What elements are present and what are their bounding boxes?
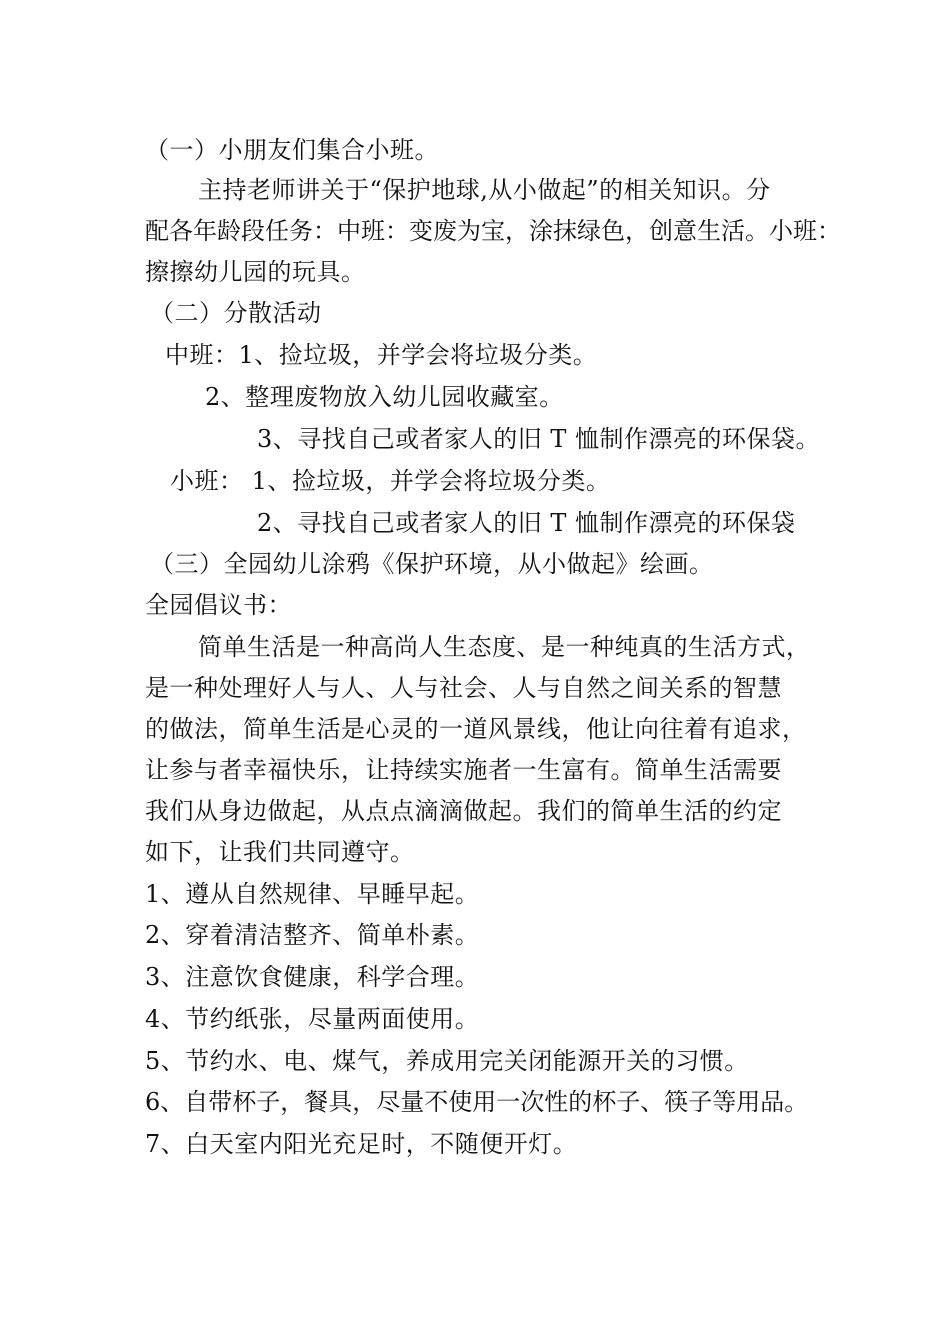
proposal-line1: 简单生活是一种高尚人生态度、是一种纯真的生活方式， bbox=[198, 633, 811, 661]
rule-item-7: 7、白天室内阳光充足时，不随便开灯。 bbox=[145, 1130, 578, 1158]
section1-paragraph-line3: 擦擦幼儿园的玩具。 bbox=[145, 258, 366, 286]
rule-item-4: 4、节约纸张，尽量两面使用。 bbox=[145, 1005, 480, 1033]
section3-heading: （三）全园幼儿涂鸦《保护环境，从小做起》绘画。 bbox=[150, 550, 714, 578]
section1-paragraph-line1: 主持老师讲关于“保护地球,从小做起”的相关知识。分 bbox=[198, 176, 771, 204]
proposal-heading: 全园倡议书： bbox=[145, 591, 292, 619]
proposal-line6: 如下，让我们共同遵守。 bbox=[145, 838, 415, 866]
small-class-item2: 2、寻找自己或者家人的旧 T 恤制作漂亮的环保袋 bbox=[257, 509, 796, 537]
section1-paragraph-line2: 配各年龄段任务：中班：变废为宝，涂抹绿色，创意生活。小班： bbox=[145, 217, 841, 245]
small-class-item1: 小班： 1、捡垃圾，并学会将垃圾分类。 bbox=[170, 467, 611, 495]
rule-item-3: 3、注意饮食健康，科学合理。 bbox=[145, 963, 480, 991]
proposal-line2: 是一种处理好人与人、人与社会、人与自然之间关系的智慧 bbox=[145, 674, 782, 702]
middle-class-item1: 中班：1、捡垃圾，并学会将垃圾分类。 bbox=[165, 341, 598, 369]
middle-class-item2: 2、整理废物放入幼儿园收藏室。 bbox=[205, 383, 564, 411]
proposal-line5: 我们从身边做起，从点点滴滴做起。我们的简单生活的约定 bbox=[145, 797, 782, 825]
rule-item-6: 6、自带杯子，餐具，尽量不使用一次性的杯子、筷子等用品。 bbox=[145, 1088, 809, 1116]
rule-item-1: 1、遵从自然规律、早睡早起。 bbox=[145, 880, 480, 908]
middle-class-item3: 3、寻找自己或者家人的旧 T 恤制作漂亮的环保袋。 bbox=[257, 425, 821, 453]
rule-item-2: 2、穿着清洁整齐、简单朴素。 bbox=[145, 921, 480, 949]
section2-heading: （二）分散活动 bbox=[150, 299, 322, 327]
proposal-line4: 让参与者幸福快乐，让持续实施者一生富有。简单生活需要 bbox=[145, 756, 782, 784]
section1-heading: （一）小朋友们集合小班。 bbox=[145, 136, 439, 164]
rule-item-5: 5、节约水、电、煤气，养成用完关闭能源开关的习惯。 bbox=[145, 1047, 749, 1075]
proposal-line3: 的做法，简单生活是心灵的一道风景线，他让向往着有追求， bbox=[145, 715, 807, 743]
